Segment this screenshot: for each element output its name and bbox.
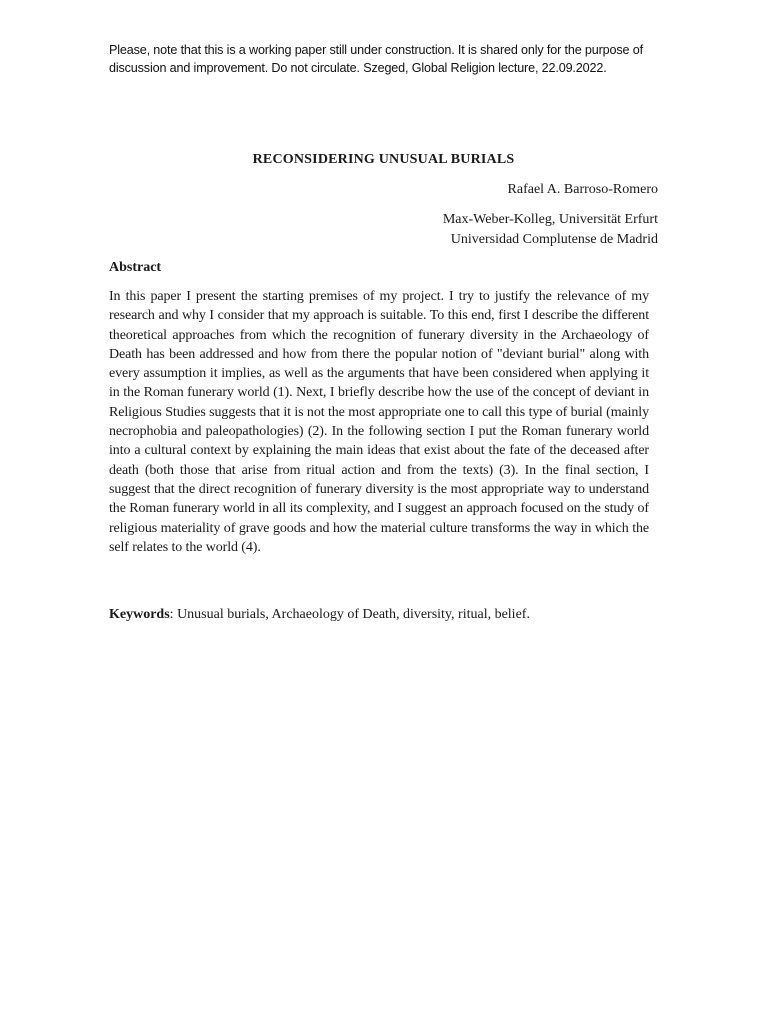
author-name: Rafael A. Barroso-Romero bbox=[507, 182, 658, 197]
working-paper-note: Please, note that this is a working paper still under construction. It is shared only for the purpose of discussion and improvement. Do not circulate. Szeged, Global Religion lecture, 22.09.2022. bbox=[109, 43, 643, 75]
keywords-line bbox=[109, 605, 658, 624]
keywords-text: Unusual burials, Archaeology of Death, diversity, ritual, belief. bbox=[177, 607, 530, 622]
abstract-heading: Abstract bbox=[109, 260, 162, 275]
keywords-separator: : bbox=[169, 607, 178, 622]
keywords-label: Keywords bbox=[109, 607, 170, 622]
paper-title: RECONSIDERING UNUSUAL BURIALS bbox=[252, 152, 515, 167]
author-affiliations bbox=[443, 210, 658, 250]
affiliation-line: Universidad Complutense de Madrid bbox=[450, 232, 658, 247]
affiliation-line: Max-Weber-Kolleg, Universität Erfurt bbox=[442, 212, 658, 227]
abstract-text: In this paper I present the starting premises of my project. I try to justify the relevance of my research and why I consider that my approach is suitable. To this end, first I describe the different theoretical approaches from which the recognition of funerary diversity in the Archaeology of Death has been addressed and how from there the popular notion of "deviant burial" along with every assumption it implies, as well as the arguments that have been considered when applying it in the Roman funerary world (1). Next, I briefly describe how the use of the concept of deviant in Religious Studies suggests that it is not the most appropriate one to call this type of burial (mainly necrophobia and paleopathologies) (2). In the following section I put the Roman funerary world into a cultural context by explaining the main ideas that exist about the fate of the deceased after death (both those that arise from ritual action and from the texts) (3). In the final section, I suggest that the direct recognition of funerary diversity is the most appropriate way to understand the Roman funerary world in all its complexity, and I suggest an approach focused on the study of religious materiality of grave goods and how the material culture transforms the way in which the self relates to the world (4). bbox=[109, 289, 649, 555]
